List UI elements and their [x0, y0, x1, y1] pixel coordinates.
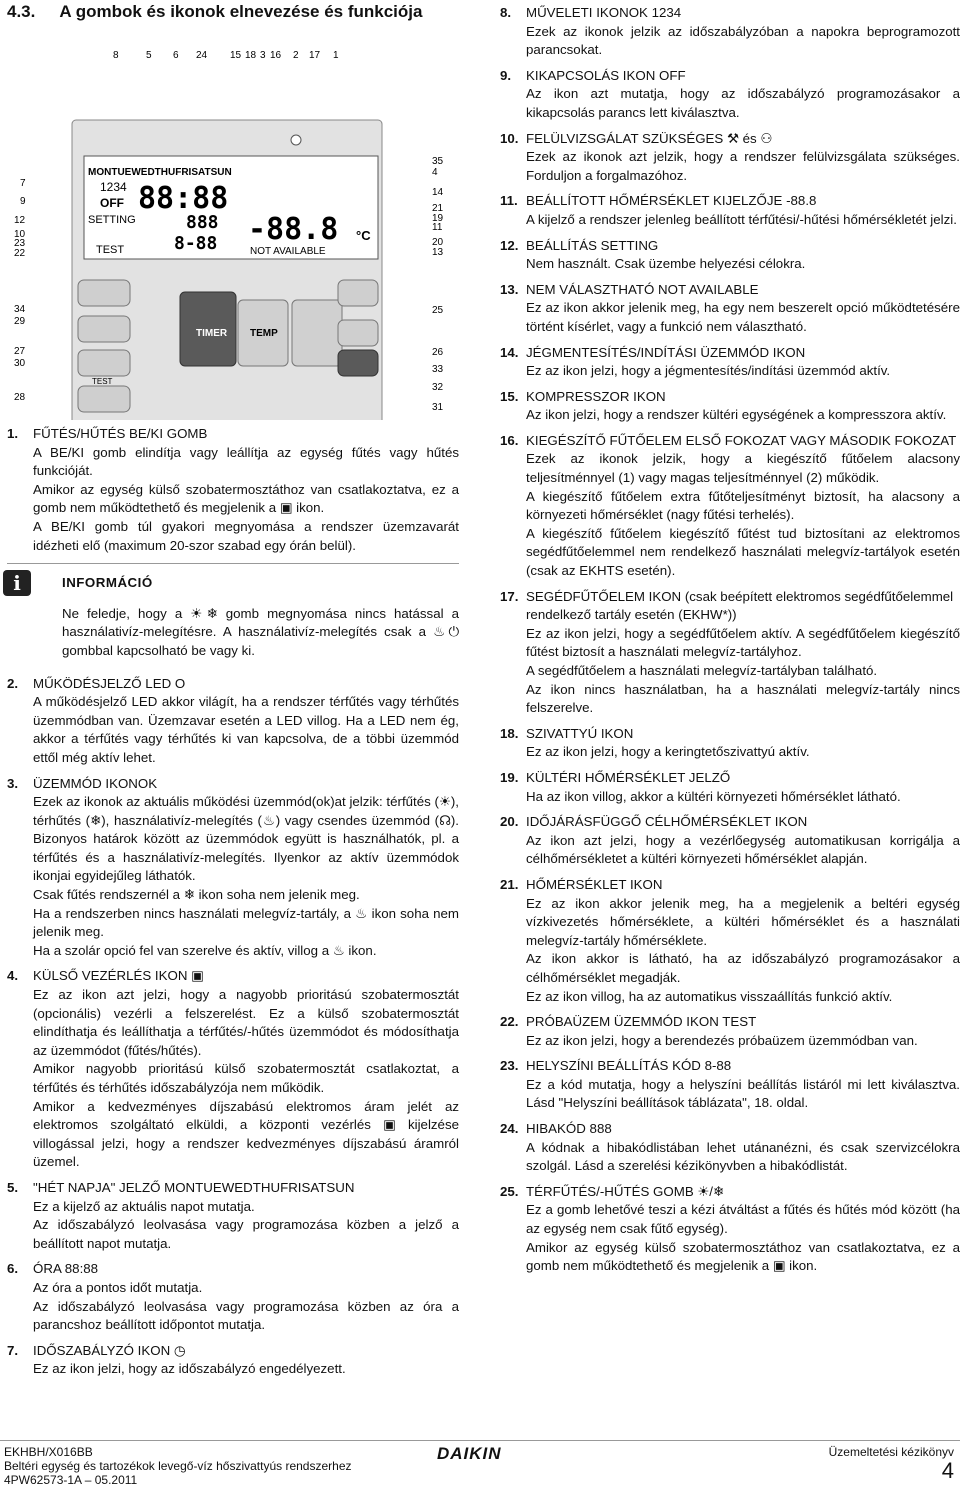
test-button[interactable]	[78, 386, 130, 412]
info-box	[7, 563, 459, 660]
item-text: A BE/KI gomb túl gyakori megnyomása a rendszer üzemzavarát idézheti elő (maximum 20-szor szabad egy órán belül).	[33, 518, 459, 553]
callout-4: 4	[432, 167, 438, 178]
item-heading: KÜLSŐ VEZÉRLÉS IKON ▣	[33, 968, 204, 984]
callout-6: 6	[173, 50, 179, 61]
quiet-button[interactable]	[78, 280, 130, 306]
lcd-temp: -88.8	[248, 212, 339, 247]
item-number: 24.	[500, 1121, 519, 1137]
item-heading: IDŐSZABÁLYZÓ IKON ◷	[33, 1342, 186, 1358]
item-heading: KOMPRESSZOR IKON	[526, 388, 666, 404]
item-number: 25.	[500, 1183, 519, 1199]
footer-doc-code: 4PW62573-1A – 05.2011	[4, 1473, 138, 1487]
lcd-off: OFF	[100, 196, 124, 210]
item-heading: "HÉT NAPJA" JELZŐ MONTUEWEDTHUFRISATSUN	[33, 1179, 355, 1195]
item-heading: MŰVELETI IKONOK 1234	[526, 5, 682, 20]
item-number: 21.	[500, 876, 519, 892]
item-text: Ez a kód mutatja, hogy a helyszíni beállítás listáról mi lett kiválasztva. Lásd "Helyszíni beállítások táblázata", 18. oldal.	[526, 1076, 960, 1111]
callout-26: 26	[432, 347, 444, 358]
item-text: Ezek az ikonok jelzik, hogy a kiegészítő fűtőelem alacsony teljesítménnyel (1) vagy magas teljesítménnyel (2) működik.	[526, 451, 960, 486]
callout-5: 5	[146, 50, 152, 61]
callout-30: 30	[14, 358, 26, 369]
item-text: Ez az ikon jelzi, hogy a keringtetőszivattyú aktív.	[526, 744, 810, 760]
item-heading: KÜLTÉRI HŐMÉRSÉKLET JELZŐ	[526, 769, 731, 785]
item-text: Ha a rendszerben nincs használati melegvíz-tartály, a ♨ ikon soha nem jelenik meg.	[33, 905, 459, 940]
item-text: Ez a kijelző az aktuális napot mutatja.	[33, 1198, 255, 1214]
item-text: A kiegészítő fűtőelem extra fűtőteljesítményt biztosít, ha alacsony a környezeti hőmérséklet (nagy fűtési terhelés).	[526, 488, 960, 523]
item-2	[7, 675, 459, 768]
lcd-test: TEST	[96, 244, 125, 256]
info-title: INFORMÁCIÓ	[62, 575, 153, 591]
callout-21: 21	[432, 203, 444, 214]
callout-3: 3	[260, 50, 266, 61]
item-number: 9.	[500, 67, 512, 83]
lcd-unit: °C	[356, 228, 371, 243]
callout-31: 31	[432, 402, 444, 413]
callout-9: 9	[20, 196, 26, 207]
item-text: Az ikon akkor is látható, ha az időszabályzó programozásakor a célhőmérséklet megadják.	[526, 951, 960, 985]
footer-description: Beltéri egység és tartozékok levegő-víz hőszivattyús rendszerhez	[4, 1459, 352, 1473]
item-number: 2.	[7, 675, 19, 691]
footer-left	[4, 1445, 352, 1487]
brand-logo: DAIKIN	[437, 1444, 502, 1463]
item-text: Amikor az egység külső szobatermosztáthoz van csatlakoztatva, ez a gomb nem működtethető és megjelenik a ▣ ikon.	[526, 1239, 960, 1274]
controller-figure	[0, 30, 460, 420]
item-16	[500, 432, 960, 581]
callout-32: 32	[432, 382, 444, 393]
item-heading: ÜZEMMÓD IKONOK	[33, 775, 158, 791]
item-number: 8.	[500, 5, 512, 20]
callout-13: 13	[432, 247, 444, 258]
item-heading: NEM VÁLASZTHATÓ NOT AVAILABLE	[526, 281, 759, 297]
item-number: 10.	[500, 130, 519, 146]
item-heading: IDŐJÁRÁSFÜGGŐ CÉLHŐMÉRSÉKLET IKON	[526, 814, 808, 830]
callout-18: 18	[245, 50, 257, 61]
lcd-field-code: 8-88	[174, 233, 218, 254]
item-21	[500, 876, 960, 1006]
operation-led	[291, 135, 301, 145]
item-heading: ÓRA 88:88	[33, 1261, 99, 1277]
item-text: A működésjelző LED akkor világít, ha a rendszer térfűtés vagy térhűtés üzemmódban van. Üzemzavar esetén a LED villog. Ha a LED nem ég, akkor a térfűtés vagy térhűtés ki van kapcsolva, de a többi üzemmód ettől még aktív lehet.	[33, 694, 459, 765]
item-number: 7.	[7, 1342, 19, 1358]
right-column	[500, 4, 960, 1283]
item-text: A kijelző a rendszer jelenleg beállított térfűtési/-hűtési hőmérsékletét jelzi.	[526, 211, 957, 227]
item-number: 18.	[500, 725, 519, 741]
callout-14: 14	[432, 187, 444, 198]
item-heading: FELÜLVIZSGÁLAT SZÜKSÉGES ⚒ és ⚇	[526, 130, 773, 146]
item-heading: PRÓBAÜZEM ÜZEMMÓD IKON TEST	[526, 1014, 757, 1030]
lcd-error-code: 888	[186, 212, 219, 233]
heat-cool-button[interactable]	[338, 280, 378, 306]
item-heading: BEÁLLÍTÁS SETTING	[526, 237, 659, 253]
callout-25: 25	[432, 305, 444, 316]
callout-1: 1	[333, 50, 339, 61]
item-15	[500, 388, 960, 425]
item-number: 17.	[500, 588, 519, 604]
item-text: Amikor nagyobb prioritású külső szobatermosztát csatlakoztat, a térfűtés és térhűtés időszabályzója nem működik.	[33, 1061, 459, 1095]
callout-15: 15	[230, 50, 242, 61]
temp-button-label: TEMP	[250, 328, 278, 339]
item-text: A kódnak a hibakódlistában lehet utánanézni, és csak szervizcélokra szolgál. Lásd a szerelési kézikönyvben a hibakódlistát.	[526, 1139, 960, 1174]
callout-16: 16	[270, 50, 282, 61]
info-text: Ne feledje, hogy a ☀❄ gomb megnyomása nincs hatással a használativíz-melegítésre. A használativíz-melegítés csak a ♨⏻ gombbal kapcsolható be vagy ki.	[62, 605, 459, 658]
item-number: 14.	[500, 344, 519, 360]
callout-19: 19	[432, 213, 444, 224]
item-10	[500, 130, 960, 186]
lcd-days: MONTUEWEDTHUFRISATSUN	[88, 167, 232, 178]
item-number: 6.	[7, 1261, 19, 1277]
item-20	[500, 813, 960, 869]
section-title	[7, 2, 446, 22]
info-icon: i	[3, 570, 31, 596]
item-14	[500, 344, 960, 381]
item-number: 1.	[7, 426, 19, 441]
item-text: Ez a gomb lehetővé teszi a kézi átváltást a fűtés és hűtés mód között (ha az egység nem csak fűtő egység).	[526, 1202, 960, 1237]
item-17	[500, 588, 960, 718]
item-heading: FŰTÉS/HŰTÉS BE/KI GOMB	[33, 426, 208, 441]
item-text: Amikor a kedvezményes díjszabású elektromos áram jelét az elektromos szolgáltató elküldi, a központi vezérlés ▣ kijelzése villogással jelzi, hogy a rendszer kedvezményes díjszabású áramról üzemel.	[33, 1098, 459, 1170]
item-number: 23.	[500, 1058, 519, 1074]
item-11	[500, 192, 960, 229]
item-19	[500, 769, 960, 806]
callout-8: 8	[113, 50, 119, 61]
lcd-clock: 88:88	[138, 181, 229, 216]
item-24	[500, 1120, 960, 1176]
callout-10: 10	[14, 229, 26, 240]
item-18	[500, 725, 960, 762]
timer-button-label: TIMER	[196, 328, 228, 339]
item-8	[500, 4, 960, 60]
lcd-program: 1234	[100, 180, 127, 194]
item-text: Ez az ikon jelzi, hogy az időszabályzó engedélyezett.	[33, 1361, 346, 1377]
item-number: 11.	[500, 193, 518, 209]
item-number: 13.	[500, 281, 519, 297]
page-footer	[0, 1440, 960, 1487]
item-text: Ez az ikon akkor jelenik meg, ha a megjelenik a beltéri egység vízkivezetés hőmérséklete, a kültéri hőmérséklet és a használati melegvíz-tartály hőmérséklete.	[526, 895, 960, 948]
item-text: Az időszabályzó leolvasása vagy programozása közben a jelző a beállított napot mutatja.	[33, 1217, 459, 1251]
item-text: Ezek az ikonok az aktuális működési üzemmód(ok)at jelzik: térfűtés (☀), térhűtés (❄), használativíz-melegítés (♨) vagy csendes üzemmód (☊). Bizonyos határok között az üzemmódok együtt is használhatók, pl. a térfűtés és a használativíz-melegítés. Ilyenkor az aktív üzemmódok ikonjai egyidejűleg láthatók.	[33, 794, 459, 884]
lcd-setting: SETTING	[88, 214, 136, 226]
item-1	[7, 425, 459, 555]
item-heading: JÉGMENTESÍTÉS/INDÍTÁSI ÜZEMMÓD IKON	[526, 344, 806, 360]
item-heading: HIBAKÓD 888	[526, 1121, 612, 1137]
callout-22: 22	[14, 248, 26, 259]
item-text: Az ikon jelzi, hogy a rendszer kültéri egységének a kompresszora aktív.	[526, 407, 947, 423]
footer-model: EKHBH/X016BB	[4, 1445, 93, 1459]
heating-onoff-button[interactable]	[338, 350, 378, 376]
footer-manual: Üzemeltetési kézikönyv	[828, 1445, 954, 1459]
item-heading: HELYSZÍNI BEÁLLÍTÁS KÓD 8-88	[526, 1058, 732, 1074]
item-heading: SZIVATTYÚ IKON	[526, 725, 634, 741]
item-text: Az ikon azt mutatja, hogy az időszabályzó programozásakor a kikapcsolás parancs lett kiválasztva.	[526, 86, 960, 120]
callout-27: 27	[14, 346, 26, 357]
item-text: Az időszabályzó leolvasása vagy programozása közben az óra a parancshoz beállított időpontot mutatja.	[33, 1298, 459, 1333]
item-heading: KIKAPCSOLÁS IKON OFF	[526, 67, 686, 83]
callout-33: 33	[432, 364, 444, 375]
item-number: 5.	[7, 1179, 19, 1195]
left-column	[7, 425, 459, 1386]
test-button-label: TEST	[92, 377, 113, 386]
item-5	[7, 1179, 459, 1253]
item-text: Ezek az ikonok azt jelzik, hogy a rendszer felülvizsgálata szükséges. Forduljon a forgalmazóhoz.	[526, 149, 960, 183]
item-text: Ez az ikon jelzi, hogy a berendezés próbaüzem üzemmódban van.	[526, 1032, 918, 1048]
item-text: Ha a szolár opció fel van szerelve és aktív, villog a ♨ ikon.	[33, 942, 377, 958]
item-3	[7, 775, 459, 961]
item-13	[500, 281, 960, 337]
item-number: 22.	[500, 1014, 519, 1030]
item-text: Ezek az ikonok jelzik az időszabályzóban a napokra beprogramozott parancsokat.	[526, 23, 960, 58]
callout-2: 2	[293, 50, 299, 61]
item-heading: KIEGÉSZÍTŐ FŰTŐELEM ELSŐ FOKOZAT VAGY MÁSODIK FOKOZAT	[526, 432, 957, 448]
callout-12: 12	[14, 215, 26, 226]
callout-23: 23	[14, 238, 26, 249]
item-heading: BEÁLLÍTOTT HŐMÉRSÉKLET KIJELZŐJE -88.8	[526, 193, 817, 209]
item-text: A kiegészítő fűtőelem kiegészítő fűtést tud biztosítani az elektromos segédfűtőelemmel nem rendelkező használati melegvíz-tartályok esetén (csak az EKHTS esetén).	[526, 525, 960, 579]
item-number: 16.	[500, 432, 519, 448]
item-text: Ha az ikon villog, akkor a kültéri környezeti hőmérséklet látható.	[526, 788, 901, 804]
item-number: 20.	[500, 814, 519, 830]
callout-28: 28	[14, 392, 26, 403]
item-heading: HŐMÉRSÉKLET IKON	[526, 876, 663, 892]
lcd-not-available: NOT AVAILABLE	[250, 246, 326, 257]
item-4	[7, 967, 459, 1172]
callout-20: 20	[432, 237, 444, 248]
item-number: 3.	[7, 775, 19, 791]
item-text: Ez az ikon akkor jelenik meg, ha egy nem beszerelt opció működtetésére történt kísérlet, vagy a funkció nem választható.	[526, 300, 960, 334]
callout-17: 17	[309, 50, 321, 61]
item-number: 12.	[500, 237, 519, 253]
item-25	[500, 1183, 960, 1276]
callout-7: 7	[20, 178, 26, 189]
item-text: Ez az ikon jelzi, hogy a jégmentesítés/indítási üzemmód aktív.	[526, 363, 891, 379]
item-number: 15.	[500, 388, 519, 404]
page-number: 4	[941, 1458, 954, 1483]
item-heading: SEGÉDFŰTŐELEM IKON (csak beépített elektromos segédfűtőelemmel rendelkező tartály esetén (EKHW*))	[526, 588, 954, 623]
item-text: Ez az ikon villog, ha az automatikus visszaállítás funkció aktív.	[526, 988, 893, 1004]
section-heading: A gombok és ikonok elnevezése és funkciója	[59, 2, 423, 21]
item-number: 4.	[7, 968, 19, 984]
item-22	[500, 1013, 960, 1050]
item-text: Az óra a pontos időt mutatja.	[33, 1279, 203, 1295]
item-text: A segédfűtőelem a használati melegvíz-tartályban található.	[526, 663, 878, 678]
footer-right	[829, 1445, 954, 1483]
section-number: 4.3.	[7, 2, 36, 21]
item-heading: MŰKÖDÉSJELZŐ LED O	[33, 675, 186, 691]
item-text: A BE/KI gomb elindítja vagy leállítja az egység fűtés vagy hűtés funkcióját.	[33, 444, 459, 479]
item-7	[7, 1342, 459, 1379]
item-number: 19.	[500, 769, 519, 785]
clock-button[interactable]	[78, 350, 130, 376]
callout-29: 29	[14, 316, 26, 327]
item-9	[500, 67, 960, 123]
item-text: Nem használt. Csak üzembe helyezési célokra.	[526, 256, 806, 272]
temp-mode-button[interactable]	[78, 316, 130, 342]
item-text: Ez az ikon azt jelzi, hogy a nagyobb prioritású szobatermosztát (opcionális) vezérli a felszerelést. Ez a külső szobatermosztát elindíthatja és leállíthatja a térfűtés/-hűtés üzemmódot és módosíthatja az üzemmódot (fűtés/hűtés).	[33, 987, 459, 1058]
item-text: Az ikon azt jelzi, hogy a vezérlőegység automatikusan korrigálja a célhőmérsékletet a kültéri környezeti hőmérséklet alapján.	[526, 832, 960, 867]
callout-11: 11	[432, 222, 443, 233]
dhw-temp-button[interactable]	[292, 300, 342, 366]
item-text: Ez az ikon jelzi, hogy a segédfűtőelem aktív. A segédfűtőelem kiegészítő fűtést biztosít a használati melegvíz-tartályhoz.	[526, 625, 960, 660]
dhw-button[interactable]	[338, 320, 378, 346]
callout-24: 24	[196, 50, 208, 61]
item-6	[7, 1260, 459, 1334]
item-23	[500, 1057, 960, 1113]
item-text: Csak fűtés rendszernél a ❄ ikon soha nem jelenik meg.	[33, 887, 360, 903]
item-heading: TÉRFŰTÉS/-HŰTÉS GOMB ☀/❄	[526, 1183, 725, 1199]
item-text: Amikor az egység külső szobatermosztáthoz van csatlakoztatva, ez a gomb nem működtethető és megjelenik a ▣ ikon.	[33, 481, 459, 516]
callout-34: 34	[14, 304, 26, 315]
callout-35: 35	[432, 156, 444, 167]
item-text: Az ikon nincs használatban, ha a használati melegvíz-tartály nincs felszerelve.	[526, 681, 960, 716]
item-12	[500, 237, 960, 274]
